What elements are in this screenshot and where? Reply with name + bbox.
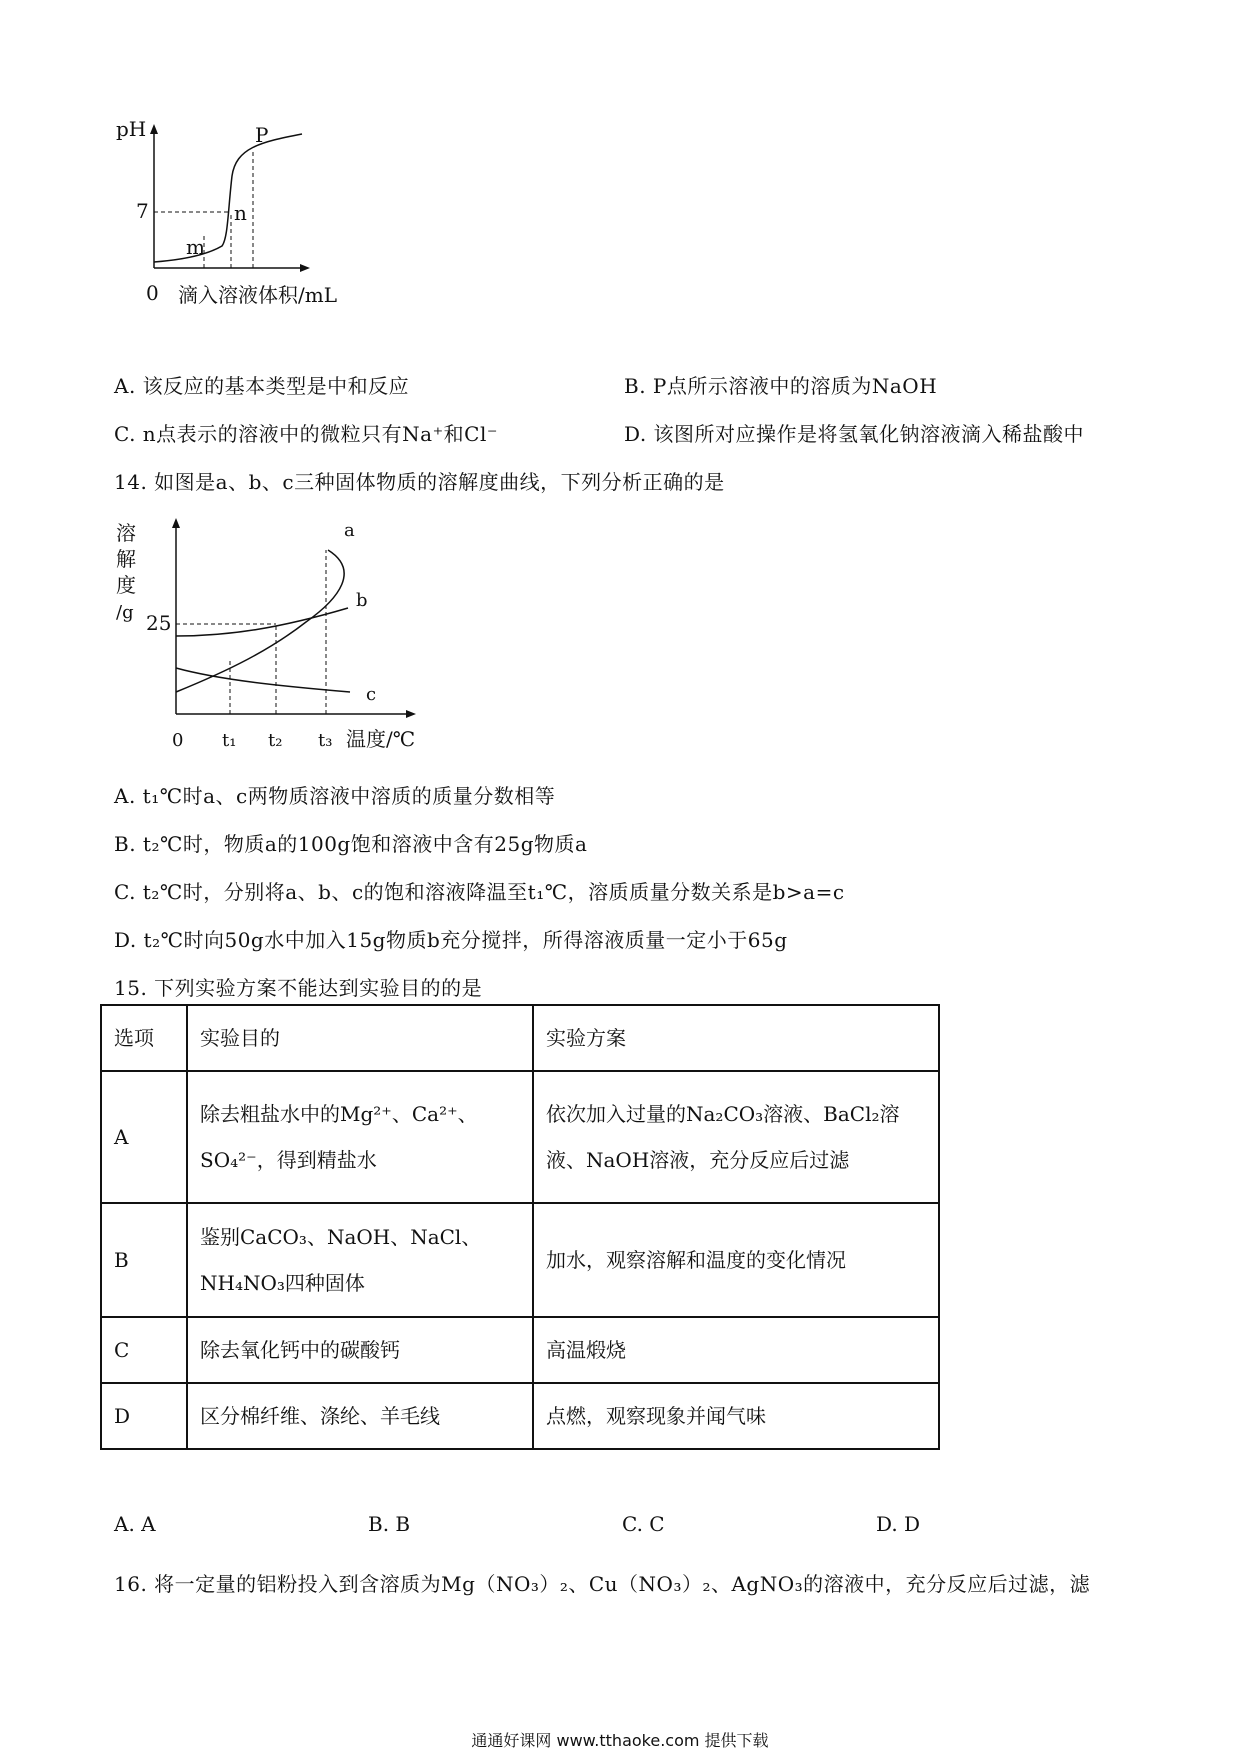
q15-answer-b: B. B — [368, 1512, 411, 1536]
table-row — [101, 1071, 939, 1203]
sol-y-char-2: 解 — [116, 547, 136, 571]
q15-answer-c: C. C — [622, 1512, 665, 1536]
row-option: D — [101, 1383, 187, 1449]
sol-x-arrow — [406, 710, 416, 718]
sol-y-char-4: /g — [116, 602, 134, 623]
row-goal-line-1: 除去粗盐水中的Mg²⁺、Ca²⁺、 — [200, 1102, 478, 1126]
q14-option-d: D. t₂℃时向50g水中加入15g物质b充分搅拌，所得溶液质量一定小于65g — [114, 928, 788, 952]
sol-y-char-1: 溶 — [116, 521, 136, 545]
q14-stem: 14. 如图是a、b、c三种固体物质的溶解度曲线，下列分析正确的是 — [114, 470, 725, 494]
solubility-chart — [110, 510, 430, 760]
ph-x-arrow — [300, 264, 310, 272]
experiment-table — [100, 1004, 940, 1450]
ph-x-label: 滴入溶液体积/mL — [178, 283, 337, 307]
row-goal — [187, 1203, 533, 1317]
curve-b-label: b — [356, 590, 368, 611]
page-footer: 通通好课网 www.tthaoke.com 提供下载 — [471, 1731, 769, 1750]
row-plan-line-1: 依次加入过量的Na₂CO₃溶液、BaCl₂溶 — [546, 1102, 900, 1126]
q15-answer-a: A. A — [114, 1512, 156, 1536]
sol-tick-25: 25 — [146, 611, 172, 635]
row-goal: 区分棉纤维、涤纶、羊毛线 — [187, 1383, 533, 1449]
row-plan — [533, 1071, 939, 1203]
sol-x-label: 温度/℃ — [346, 727, 416, 751]
sol-tick-t3: t₃ — [318, 730, 333, 751]
ph-curve — [154, 134, 302, 262]
q13-option-b: B. P点所示溶液中的溶质为NaOH — [624, 374, 938, 398]
q14-option-c: C. t₂℃时，分别将a、b、c的饱和溶液降温至t₁℃，溶质质量分数关系是b>a=c — [114, 880, 845, 904]
q16-stem: 16. 将一定量的铝粉投入到含溶质为Mg（NO₃）₂、Cu（NO₃）₂、AgNO₃的溶液中，充分反应后过滤，滤 — [114, 1572, 1091, 1596]
row-goal: 除去氧化钙中的碳酸钙 — [187, 1317, 533, 1383]
q13-option-c: C. n点表示的溶液中的微粒只有Na⁺和Cl⁻ — [114, 422, 498, 446]
ph-origin: 0 — [146, 281, 159, 305]
ph-y-arrow — [150, 124, 158, 134]
ph-point-m: m — [186, 235, 205, 259]
q15-answer-d: D. D — [876, 1512, 921, 1536]
q13-option-a: A. 该反应的基本类型是中和反应 — [114, 374, 410, 398]
ph-chart — [110, 120, 360, 330]
table-row — [101, 1317, 939, 1383]
ph-tick-7: 7 — [136, 199, 149, 223]
curve-a-label: a — [344, 520, 355, 541]
curve-c — [176, 668, 350, 692]
row-option: A — [101, 1071, 187, 1203]
row-goal — [187, 1071, 533, 1203]
row-plan: 加水，观察溶解和温度的变化情况 — [533, 1203, 939, 1317]
row-goal-line-1: 鉴别CaCO₃、NaOH、NaCl、 — [200, 1225, 482, 1249]
q13-option-d: D. 该图所对应操作是将氢氧化钠溶液滴入稀盐酸中 — [624, 422, 1085, 446]
table-row — [101, 1383, 939, 1449]
table-row — [101, 1203, 939, 1317]
sol-origin: 0 — [172, 730, 184, 751]
curve-b — [176, 608, 348, 636]
sol-tick-t1: t₁ — [222, 730, 237, 751]
ph-point-p: P — [255, 123, 269, 147]
row-option: B — [101, 1203, 187, 1317]
row-goal-line-2: NH₄NO₃四种固体 — [200, 1271, 365, 1295]
header-plan: 实验方案 — [533, 1005, 939, 1071]
header-option: 选项 — [101, 1005, 187, 1071]
row-option: C — [101, 1317, 187, 1383]
row-plan: 点燃，观察现象并闻气味 — [533, 1383, 939, 1449]
q14-option-b: B. t₂℃时，物质a的100g饱和溶液中含有25g物质a — [114, 832, 588, 856]
ph-point-n: n — [234, 201, 247, 225]
row-plan-line-2: 液、NaOH溶液，充分反应后过滤 — [546, 1148, 850, 1172]
sol-tick-t2: t₂ — [268, 730, 283, 751]
table-header-row — [101, 1005, 939, 1071]
ph-y-label: pH — [116, 120, 147, 141]
curve-c-label: c — [366, 684, 377, 705]
sol-y-char-3: 度 — [116, 573, 136, 597]
q14-option-a: A. t₁℃时a、c两物质溶液中溶质的质量分数相等 — [114, 784, 556, 808]
q15-stem: 15. 下列实验方案不能达到实验目的的是 — [114, 976, 483, 1000]
curve-a — [176, 550, 344, 692]
header-goal: 实验目的 — [187, 1005, 533, 1071]
sol-y-arrow — [172, 518, 180, 528]
row-plan: 高温煅烧 — [533, 1317, 939, 1383]
row-goal-line-2: SO₄²⁻，得到精盐水 — [200, 1148, 377, 1172]
